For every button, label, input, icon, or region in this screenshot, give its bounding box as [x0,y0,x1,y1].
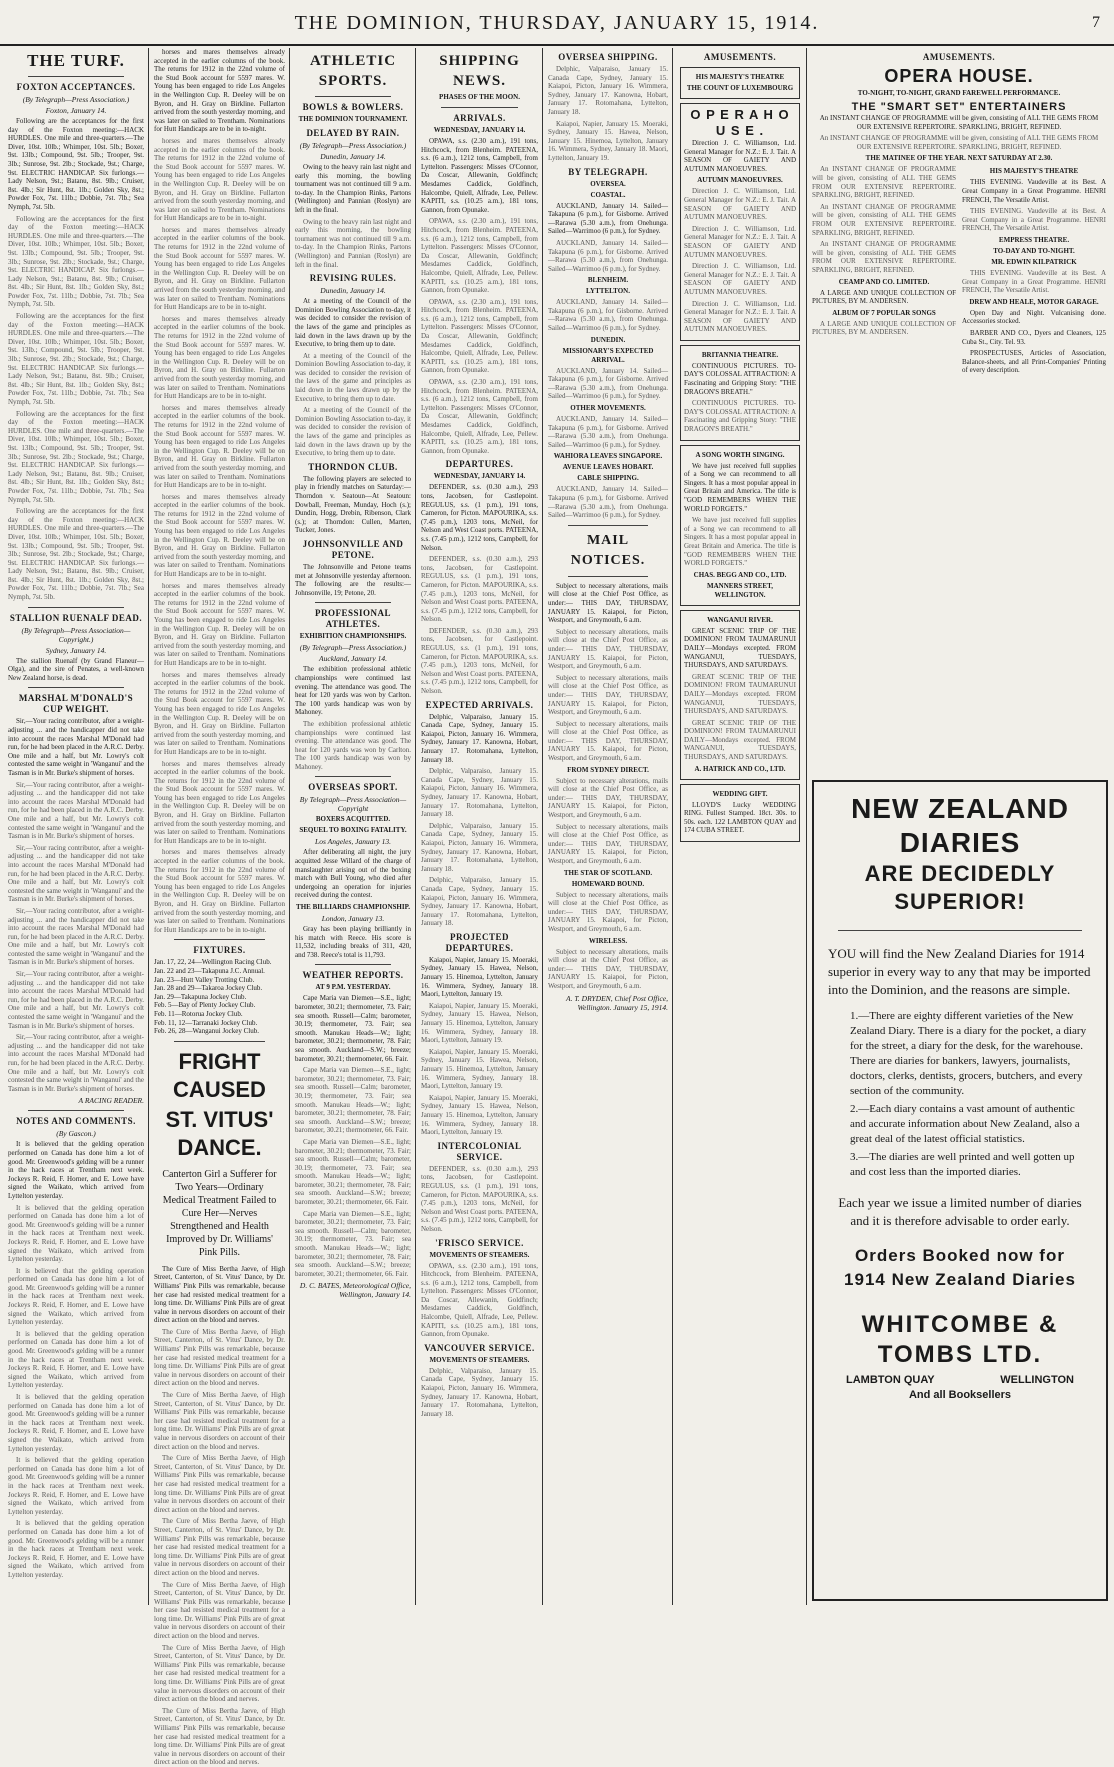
ad-text: The Cure of Miss Bertha Jaeve, of High Street, Canterton, of St. Vitus' Dance, by Dr. Williams' Pink Pills was remarkable, because her case had resisted medical treatment for a long time. Dr. Williams' Pink Pills are of great value in nervous disorders on account of their direct action on the blood and nerves. [154,1327,285,1388]
article-text: The stallion Ruenalf (by Grand Flaneur—Olga), and the sire of Penates, a well-known New Zealand horse, is dead. [8,656,144,682]
article-heading: STALLION RUENALF DEAD. [9,612,143,623]
article-text: Following are the acceptances for the first day of the Foxton meeting:—HACK HURDLES. One mile and three-quarters.—The Diver, 10st. 10lb.; Whimper, 10st. 5lb.; Boxer, 9st. 13lb.; Compound, 9st. 5lb.; Trooper, 9st. 3lb.; Sunrose, 9st. 2lb.; Stockade, 9st.; Charge, 9st. ELECTRIC HANDICAP. Six furlongs.—Lady Nelson, 9st.; Batanu, 8st. 9lb.; Cruiser, 8st. 4lb.; Sir Hunt, 8st. 1lb.; Golden Sky, 8st.; Powder Fox, 7st. 11lb.; Dobbie, 7st. 7lb.; Sea Nymph, 7st. 5lb. [8,214,144,309]
article-text: Delphic, Valparaiso, January 15. Canada Cape, Sydney, January 15. Kaiapoi, Picton, January 16. Wimmera, Sydney, January 17. Kanowna, Hobart, January 17. Rotomahana, Lyttelton, January 18. [421,821,538,873]
divider [174,939,265,940]
article-subheading: BOXERS ACQUITTED. [315,815,391,824]
ad-headline: MR. EDWIN KILPATRICK [991,257,1077,266]
list-item: 1.—There are eighty different varieties of the New Zealand Diary. There is a diary for the pocket, a diary for the street, a diary for the desk, for the warehouse. There are diaries for bankers, lawyers, journalists, doctors, clerks, dentists, grocers, butchers, and every section of the community. [850,1010,1087,1097]
ad-headline: O P E R A H O U S E . [690,107,790,138]
article-text: Sir,—Your racing contributor, after a weight-adjusting ... and the handicapper did not take into account the races Marshal M'Donald had run, for he had been placed in the A.R.C. Derby. One mile and a half, but Mr. Lowry's colt contested the same weight in 'Wanganui' and the Tasman is in Mr. Burke's shipment of horses. [8,780,144,841]
signature: D. C. BATES, Meteorological Office, Wellington, January 14. [299,1281,411,1300]
byline: (By Telegraph—Press Association.) [22,95,130,104]
ad-text: The Cure of Miss Bertha Jaeve, of High Street, Canterton, of St. Vitus' Dance, by Dr. Williams' Pink Pills was remarkable, because her case had resisted medical treatment for a long time. Dr. Williams' Pink Pills are of great value in nervous disorders on account of their direct action on the blood and nerves. [154,1517,285,1577]
ad-text: We have just received full supplies of a Song we can recommend to all Singers. It has a most popular appeal in Great Britain and America. The title is "GOD REMEMBERS WHEN THE WORLD FORGETS." [684,516,796,568]
ad-text: CONTINUOUS PICTURES. TO-DAY'S COLOSSAL ATTRACTION: A Fascinating and Gripping Story: "THE DRAGON'S BREATH." [684,361,796,396]
article-heading: INTERCOLONIAL SERVICE. [437,1140,522,1162]
article-heading: NOTES AND COMMENTS. [16,1116,136,1127]
article-text: Subject to necessary alterations, mails will close at the Chief Post Office, as under:— THIS DAY, THURSDAY, JANUARY 15. Kaiapoi, for Picton, Westport, and Greymouth, 6 a.m. [548,776,668,820]
article-text: horses and mares themselves already accepted in the earlier columns of the book. The returns for 1912 in the 22nd volume of the Stud Book account for 5597 mares. W. Young has been engaged to ride Los Angeles in the Wellington Cup. R. Deeley will be on Byron, and H. Gray on Birkline. Fullarton arrived from the south yesterday morning, and was later on sailed to Trentham. Nominations for Hutt Handicaps are to be in to-night. [154,670,285,756]
page-number: 7 [1092,14,1100,31]
list-item: Feb. 11—Rotorua Jockey Club. [154,1009,243,1018]
ad-text: The Cure of Miss Bertha Jaeve, of High Street, Canterton, of St. Vitus' Dance, by Dr. Williams' Pink Pills was remarkable, because her case had resisted medical treatment for a long time. Dr. Williams' Pink Pills are of great value in nervous disorders on account of their direct action on the blood and nerves. [154,1391,285,1451]
article-text: Delphic, Valparaiso, January 15. Canada Cape, Sydney, January 15. Kaiapoi, Picton, January 16. Wimmera, Sydney, January 17. Kanowna, Hobart, January 17. Rotomahana, Lyttelton, January 18. [421,1366,538,1418]
ad-headline: ST. VITUS' DANCE. [165,1106,274,1160]
article-heading: OVERSEA SHIPPING. [558,52,658,62]
divider [568,576,648,577]
article-subheading: BLENHEIM. [587,276,629,285]
section-heading: SHIPPING NEWS. [439,53,520,89]
divider [28,607,124,608]
article-text: Sir,—Your racing contributor, after a weight-adjusting ... and the handicapper did not take into account the races Marshal M'Donald had run, for he had been placed in the A.R.C. Derby. One mile and a half, but Mr. Lowry's colt contested the same weight in 'Wanganui' and the Tasman is in Mr. Burke's shipment of horses. [8,906,144,967]
ad-address [846,1376,1074,1385]
article-text: Subject to necessary alterations, mails will close at the Chief Post Office, as under:— THIS DAY, THURSDAY, JANUARY 15. Kaiapoi, for Picton, Westport, and Greymouth, 6 a.m. [548,627,668,671]
ad-column-right [962,165,1106,378]
article-text: AUCKLAND, January 14. Sailed—Takapuna (6 p.m.), for Gisborne. Arrived—Rarawa (5.30 a.m.), from Onehunga. Sailed—Warrimoo (6 p.m.), for Sydney. [548,298,668,333]
article-text: AUCKLAND, January 14. Sailed—Takapuna (6 p.m.), for Gisborne. Arrived—Rarawa (5.30 a.m.), from Onehunga. Sailed—Warrimoo (6 p.m.), for Sydney. [548,366,668,401]
article-text: Delphic, Valparaiso, January 15. Canada Cape, Sydney, January 15. Kaiapoi, Picton, January 16. Wimmera, Sydney, January 17. Kanowna, Hobart, January 17. Rotomahana, Lyttelton, January 18. [421,712,538,764]
ad-text: Each year we issue a limited number of diaries and it is therefore advisable to order early. [838,1195,1082,1228]
article-subheading: MOVEMENTS OF STEAMERS. [429,1250,530,1259]
article-text: Sir,—Your racing contributor, after a weight-adjusting ... and the handicapper did not take into account the races Marshal M'Donald had run, for he had been placed in the A.R.C. Derby. One mile and a half, but Mr. Lowry's colt contested the same weight in 'Wanganui' and the Tasman is in Mr. Burke's shipment of horses. [8,1033,144,1093]
article-subheading: COASTAL. [590,190,626,199]
ad-text: Open Day and Night. Vulcanising done. Accessories stocked. [962,308,1106,326]
section-heading: MAIL NOTICES. [570,532,646,568]
ad-subheadline: THE COUNT OF LUXEMBOURG [686,84,794,92]
column-rule [148,48,149,1605]
ad-headline: WEDDING GIFT. [712,789,768,798]
dateline: Foxton, January 14. [45,106,107,115]
ad-address-right: WELLINGTON [1000,1374,1074,1386]
article-text: Cape Maria van Diemen—S.E., light; barometer, 30.21; thermometer, 73. Fair; sea smooth. Russell—Calm; barometer, 30.19; thermometer, 73. Fair; sea smooth. Manukau Heads—W.; light; barometer, 30.21; thermometer, 78. Fair; sea smooth. Auckland—S.W.; breeze; barometer, 30.21; thermometer, 66. Fair. [295,1066,411,1135]
ad-signature: CHAS. BEGG AND CO., LTD. [693,570,787,579]
article-subheading: HOMEWARD BOUND. [571,879,645,888]
article-text: horses and mares themselves already accepted in the earlier columns of the book. The returns for 1912 in the 22nd volume of the Stud Book account for 5597 mares. W. Young has been engaged to ride Los Angeles in the Wellington Cup. R. Deeley will be on Byron, and H. Gray on Birkline. Fullarton arrived from the south yesterday morning, and was later on sailed to Trentham. Nominations for Hutt Handicaps are to be in to-night. [154,492,285,579]
article-subheading: MOVEMENTS OF STEAMERS. [429,1355,530,1364]
article-text: Sir,—Your racing contributor, after a weight-adjusting ... and the handicapper did not take into account the races Marshal M'Donald had run, for he had been placed in the A.R.C. Derby. One mile and a half, but Mr. Lowry's colt contested the same weight in 'Wanganui' and the Tasman is in Mr. Burke's shipment of horses. [8,970,144,1030]
ad-text: An INSTANT CHANGE OF PROGRAMME will be given, consisting of ALL THE GEMS FROM OUR EXTENSIVE REPERTOIRE. SPARKLING, BRIGHT, REFINED. [812,165,956,200]
column-athletic-sports [291,48,415,1605]
article-text: DEFENDER, s.s. (0.30 a.m.), 293 tons, Jacobsen, for Castlepoint. REGULUS, s.s. (1 p.m.), 191 tons, Cameron, for Picton. MAPOURIKA, s.s. (7.45 p.m.), 1203 tons, McNeil, for Nelson and West Coast ports. PATEENA, s.s. (7.45 p.m.), 1212 tons, Campbell, for Nelson. [421,483,538,552]
byline: (By Gascon.) [56,1129,96,1139]
article-subheading: MISSIONARY'S EXPECTED ARRIVAL. [562,346,654,364]
signature: A RACING READER. [78,1096,144,1106]
ad-text: THIS EVENING. Vaudeville at its Best. A Great Company in a Great Programme. HENRI FRENCH, The Versatile Artist. [962,268,1106,295]
article-heading: REVISING RULES. [309,273,397,284]
article-text: Owing to the heavy rain last night and early this morning, the bowling tournament was not continued till 9 a.m. to-day. In the Champion Rinks, Partons (Wellington) and Pannian (Roslyn) are left in the final. [295,217,411,269]
article-text: horses and mares themselves already accepted in the earlier columns of the book. The returns for 1912 in the 22nd volume of the Stud Book account for 5597 mares. W. Young has been engaged to ride Los Angeles in the Wellington Cup. R. Deeley will be on Byron, and H. Gray on Birkline. Fullarton arrived from the south yesterday morning, and was later on sailed to Trentham. Nominations for Hutt Handicaps are to be in to-night. [154,136,285,223]
ad-company-name: WHITCOMBE & TOMBS LTD. [861,1311,1059,1368]
article-heading: VANCOUVER SERVICE. [424,1342,535,1353]
column-rule [415,48,416,1605]
article-heading: OVERSEAS SPORT. [308,782,398,793]
list-item: Jan. 29—Takapuna Jockey Club. [154,992,247,1001]
masthead [0,0,1114,46]
ad-headline: CEAMP AND CO. LIMITED. [838,277,930,286]
ad-subheadline: AUTUMN MANOEUVRES. [697,176,783,185]
column-rule [806,48,807,1605]
ad-text: LLOYD'S Lucky WEDDING RING. Fullest Stamped. 18ct. 30s. to 50s. each. 122 LAMBTON QUAY and 174 CUBA STREET. [684,800,796,835]
byline: (By Telegraph—Press Association—Copyright.) [21,625,131,644]
ad-intro: YOU will find the New Zealand Diaries for 1914 superior in every way to any that may be imported into the Dominion, and the reasons are simple. [828,946,1091,997]
article-text: Subject to necessary alterations, mails will close at the Chief Post Office, as under:— THIS DAY, THURSDAY, JANUARY 15. Kaiapoi, for Picton, Westport, and Greymouth, 6 a.m. [548,947,668,990]
signature: A. T. DRYDEN, Chief Post Office, Wellington. January 15, 1914. [565,993,668,1012]
section-heading: AMUSEMENTS. [922,52,996,62]
section-heading: ATHLETIC SPORTS. [309,53,397,89]
article-text: It is believed that the gelding operation performed on Canada has done him a lot of good. Mr. Greenwood's gelding will be a runner in the hack races at Trentham next week. Jockeys R. Reid, F. Horner, and E. Lowe have signed the Waikato, which arrived from Lyttelton yesterday. [8,1140,144,1200]
fixtures-list [154,958,285,1035]
ad-footer: And all Booksellers [908,1388,1012,1401]
wanganui-river-ad [680,610,800,780]
article-text: Following are the acceptances for the first day of the Foxton meeting:—HACK HURDLES. One mile and three-quarters.—The Diver, 10st. 10lb.; Whimper, 10st. 5lb.; Boxer, 9st. 13lb.; Compound, 9st. 5lb.; Trooper, 9st. 3lb.; Sunrose, 9st. 2lb.; Stockade, 9st.; Charge, 9st. ELECTRIC HANDICAP. Six furlongs.—Lady Nelson, 9st.; Batanu, 8st. 9lb.; Cruiser, 8st. 4lb.; Sir Hunt, 8st. 1lb.; Golden Sky, 8st.; Powder Fox, 7st. 11lb.; Dobbie, 7st. 7lb.; Sea Nymph, 7st. 5lb. [8,507,144,602]
article-subheading: LYTTELTON. [586,287,630,296]
column-shipping-mails [544,48,672,1605]
ad-text: Direction J. C. Williamson, Ltd. General Manager for N.Z.: E. J. Tait. A SEASON OF GAIETY AND AUTUMN MANOEUVRES. [684,262,796,296]
article-subheading: DUNEDIN. [590,335,626,344]
ad-text: The Cure of Miss Bertha Jaeve, of High Street, Canterton, of St. Vitus' Dance, by Dr. Williams' Pink Pills was remarkable, because her case had resisted medical treatment for a long time. Dr. Williams' Pink Pills are of great value in nervous disorders on account of their direct action on the blood and nerves. [154,1454,285,1514]
article-subheading: EXHIBITION CHAMPIONSHIPS. [299,632,407,641]
nz-diaries-ad [812,780,1108,1601]
newspaper-title: THE DOMINION, THURSDAY, JANUARY 15, 1914. [294,12,820,34]
ad-text: An INSTANT CHANGE OF PROGRAMME will be given, consisting of ALL THE GEMS FROM OUR EXTENSIVE REPERTOIRE. SPARKLING, BRIGHT, REFINED. [812,240,956,274]
article-text: Delphic, Valparaiso, January 15. Canada Cape, Sydney, January 15. Kaiapoi, Picton, January 16. Wimmera, Sydney, January 17. Kanowna, Hobart, January 17. Rotomahana, Lyttelton, January 18. [548,65,668,116]
ad-text: CONTINUOUS PICTURES. TO-DAY'S COLOSSAL ATTRACTION: A Fascinating and Gripping Story: "THE DRAGON'S BREATH." [684,399,796,434]
section-heading: THE TURF. [27,51,125,70]
article-subheading: CABLE SHIPPING. [577,474,639,483]
article-text: Cape Maria van Diemen—S.E., light; barometer, 30.21; thermometer, 73. Fair; sea smooth. Russell—Calm; barometer, 30.19; thermometer, 73. Fair; sea smooth. Manukau Heads—W.; light; barometer, 30.21; thermometer, 78. Fair; sea smooth. Auckland—S.W.; breeze; barometer, 30.21; thermometer, 66. Fair. [295,1209,411,1278]
ad-headline: THE "SMART SET" ENTERTAINERS [851,101,1067,113]
article-text: AUCKLAND, January 14. Sailed—Takapuna (6 p.m.), for Gisborne. Arrived—Rarawa (5.30 a.m.), from Onehunga. Sailed—Warrimoo (6 p.m.), for Sydney. [548,485,668,520]
ad-subheadline: TO-DAY AND TO-NIGHT. [993,246,1075,255]
column-rule [542,48,543,1605]
list-item: Feb. 11, 12—Tarranaki Jockey Club. [154,1018,258,1027]
article-text: AUCKLAND, January 14. Sailed—Takapuna (6 p.m.), for Gisborne. Arrived—Rarawa (5.30 a.m.), from Onehunga. Sailed—Warrimoo (6 p.m.), for Sydney. [548,238,668,273]
article-text: Following are the acceptances for the first day of the Foxton meeting:—HACK HURDLES. One mile and three-quarters.—The Diver, 10st. 10lb.; Whimper, 10st. 5lb.; Boxer, 9st. 13lb.; Compound, 9st. 5lb.; Trooper, 9st. 3lb.; Sunrose, 9st. 2lb.; Stockade, 9st.; Charge, 9st. ELECTRIC HANDICAP. Six furlongs.—Lady Nelson, 9st.; Batanu, 8st. 9lb.; Cruiser, 8st. 4lb.; Sir Hunt, 8st. 1lb.; Golden Sky, 8st.; Powder Fox, 7st. 11lb.; Dobbie, 7st. 7lb.; Sea Nymph, 7st. 5lb. [8,312,144,406]
article-text: It is believed that the gelding operation performed on Canada has done him a lot of good. Mr. Greenwood's gelding will be a runner in the hack races at Trentham next week. Jockeys R. Reid, F. Horner, and E. Lowe have signed the Waikato, which arrived from Lyttelton yesterday. [8,1519,144,1579]
article-text: DEFENDER, s.s. (0.30 a.m.), 293 tons, Jacobsen, for Castlepoint. REGULUS, s.s. (1 p.m.), 191 tons, Cameron, for Picton. MAPOURIKA, s.s. (7.45 p.m.), 1203 tons, McNeil, for Nelson and West Coast ports. PATEENA, s.s. (7.45 p.m.), 1212 tons, Campbell, for Nelson. [421,1164,538,1233]
divider [315,602,391,603]
ad-address-left: LAMBTON QUAY [846,1374,935,1386]
byline: By Telegraph—Press Association—Copyright [299,795,407,814]
list-item: Jan. 17, 22, 24—Wellington Racing Club. [154,958,272,967]
ad-headline: HIS MAJESTY'S THEATRE [989,167,1079,176]
theatre-ad [680,67,800,99]
divider [28,1110,124,1111]
divider [315,96,391,97]
ad-text: The Cure of Miss Bertha Jaeve, of High Street, Canterton, of St. Vitus' Dance, by Dr. Williams' Pink Pills was remarkable, because her case had resisted medical treatment for a long time. Dr. Williams' Pink Pills are of great value in nervous disorders on account of their direct action on the blood and nerves. [154,1643,285,1704]
song-ad [680,445,800,606]
list-item: Feb. 5—Bay of Plenty Jockey Club. [154,1001,256,1010]
divider [441,107,518,108]
article-subheading: WAHIORA LEAVES SINGAPORE. [553,452,663,461]
article-text: OPAWA, s.s. (2.30 a.m.), 191 tons, Hitchcock, from Blenheim. PATEENA, s.s. (6 a.m.), 1212 tons, Campbell, from Lyttelton. Passengers: Misses O'Connor, Da Coscar, Allewanin, Goldfinch; Mesdames Caddick, Goldfinch, Halcombe, Quiell, Alfrade, Lee, Pellew. KAPITI, s.s. (10.25 a.m.), 181 tons, Gannon, from Opunake. [421,297,538,375]
article-subheading: THE STAR OF SCOTLAND. [563,868,653,877]
article-heading: JOHNSONVILLE AND PETONE. [302,538,404,560]
dateline: London, January 13. [321,914,385,924]
article-text: After deliberating all night, the jury acquitted Jesse Willard of the charge of manslaughter arising out of the boxing match with Bull Young, who died after undergoing an operation for injuries received during the contest. [295,848,411,900]
article-subheading: WIRELESS. [588,936,628,945]
ad-text: Direction J. C. Williamson, Ltd. General Manager for N.Z.: E. J. Tait. A SEASON OF GAIETY AND AUTUMN MANOEUVRES. [684,224,796,259]
ad-column-left [812,165,956,378]
ad-text: Direction J. C. Williamson, Ltd. General Manager for N.Z.: E. J. Tait. A SEASON OF GAIETY AND AUTUMN MANOEUVRES. [684,139,796,173]
ad-headline: HIS MAJESTY'S THEATRE [695,73,785,81]
ad-text: An INSTANT CHANGE OF PROGRAMME will be given, consisting of ALL THE GEMS FROM OUR EXTENSIVE REPERTOIRE. SPARKLING, BRIGHT, REFINED. [812,202,956,237]
article-subheading: OVERSEA. [590,179,626,188]
ad-headline: NEW ZEALAND DIARIES [851,793,1069,858]
britannia-theatre-ad [680,345,800,441]
article-subheading: DELAYED BY RAIN. [306,128,400,138]
article-text: The following players are selected to play in friendly matches on Saturday:—Thorndon v. Seatoun—At Seatoun: Dowball, Freeman, Munday, Hoch (s.); Dundin, Hogg, Drebin, Ribenson, Clark (s.); at Thorndon: Cullen, Marten, Tucker, Jones. [295,474,411,535]
ad-text: Direction J. C. Williamson, Ltd. General Manager for N.Z.: E. J. Tait. A SEASON OF GAIETY AND AUTUMN MANOEUVRES. [684,187,796,222]
article-text: Subject to necessary alterations, mails will close at the Chief Post Office, as under:— THIS DAY, THURSDAY, JANUARY 15. Kaiapoi, for Picton, Westport, and Greymouth, 6 a.m. [548,890,668,933]
list-item: 2.—Each diary contains a vast amount of authentic and accurate information about New Zealand, also a great deal of the latest official statistics. [850,1103,1080,1145]
article-text: AUCKLAND, January 14. Sailed—Takapuna (6 p.m.), for Gisborne. Arrived—Rarawa (5.30 a.m.), from Onehunga. Sailed—Warrimoo (6 p.m.), for Sydney. [548,415,668,449]
ad-subheadline: THE MATINEE OF THE YEAR. NEXT SATURDAY AT 2.30. [865,154,1053,163]
article-text: DEFENDER, s.s. (0.30 a.m.), 293 tons, Jacobsen, for Castlepoint. REGULUS, s.s. (1 p.m.), 191 tons, Cameron, for Picton. MAPOURIKA, s.s. (7.45 p.m.), 1203 tons, McNeil, for Nelson and West Coast ports. PATEENA, s.s. (7.45 p.m.), 1212 tons, Campbell, for Nelson. [421,626,538,696]
ad-headline: BRITANNIA THEATRE. [701,350,779,359]
article-heading: EXPECTED ARRIVALS. [425,699,534,710]
divider [838,930,1082,931]
article-text: Gray has been playing brilliantly in his match with Reece. His score is 11,532, including breaks of 311, 420, and 738. Reece's total is 11,793. [295,925,411,959]
article-text: OPAWA, s.s. (2.30 a.m.), 191 tons, Hitchcock, from Blenheim. PATEENA, s.s. (6 a.m.), 1212 tons, Campbell, from Lyttelton. Passengers: Misses O'Connor, Da Coscar, Allewanin, Goldfinch; Mesdames Caddick, Goldfinch, Halcombe, Quiell, Alfrade, Lee, Pellew. KAPITI, s.s. (10.25 a.m.), 181 tons, Gannon, from Opunake. [421,137,538,214]
ad-headline: WANGANUI RIVER. [707,615,773,624]
ad-text: Direction J. C. Williamson, Ltd. General Manager for N.Z.: E. J. Tait. A SEASON OF GAIETY AND AUTUMN MANOEUVRES. [684,299,796,334]
column-rule [289,48,290,1605]
list-item: Jan. 22 and 23—Takapuna J.C. Annual. [154,966,265,975]
article-text: Following are the acceptances for the first day of the Foxton meeting:—HACK HURDLES. One mile and three-quarters.—The Diver, 10st. 10lb.; Whimper, 10st. 5lb.; Boxer, 9st. 13lb.; Compound, 9st. 5lb.; Trooper, 9st. 3lb.; Sunrose, 9st. 2lb.; Stockade, 9st.; Charge, 9st. ELECTRIC HANDICAP. Six furlongs.—Lady Nelson, 9st.; Batanu, 8st. 9lb.; Cruiser, 8st. 4lb.; Sir Hunt, 8st. 1lb.; Golden Sky, 8st.; Powder Fox, 7st. 11lb.; Dobbie, 7st. 7lb.; Sea Nymph, 7st. 5lb. [8,117,144,211]
column-rule [672,48,673,1605]
article-text: Cape Maria van Diemen—S.E., light; barometer, 30.21; thermometer, 73. Fair; sea smooth. Russell—Calm; barometer, 30.19; thermometer, 73. Fair; sea smooth. Manukau Heads—W.; light; barometer, 30.21; thermometer, 78. Fair; sea smooth. Auckland—S.W.; breeze; barometer, 30.21; thermometer, 66. Fair. [295,994,411,1063]
article-subheading: THE BILLIARDS CHAMPIONSHIP. [296,903,410,912]
ad-subheadline: TO-NIGHT, TO-NIGHT, GRAND FAREWELL PERFORMANCE. [857,89,1061,97]
article-text: The Johnsonville and Petone teams met at Johnsonville yesterday afternoon. The following are the results:—Johnsonville, 19; Petone, 20. [295,562,411,597]
article-text: Kaiapoi, Napier, January 15. Moeraki, Sydney, January 15. Hawea, Nelson, January 15. Hinemoa, Lyttelton, January 16. Wimmera, Sydney, January 18. Maori, Lyttelton, January 19. [548,119,668,162]
article-text: Subject to necessary alterations, mails will close at the Chief Post Office, as under:— THIS DAY, THURSDAY, JANUARY 15. Kaiapoi, for Picton, Westport, and Greymouth, 6 a.m. [548,673,668,717]
ad-headline: A SONG WORTH SINGING. [695,450,785,459]
divider [568,525,648,526]
article-text: At a meeting of the Council of the Dominion Bowling Association to-day, it was decided to consider the revision of the laws of the game and principles as laid down in the laws drawn up by the Executive, to bring them up to date. [295,406,411,458]
ad-signature: MANNERS STREET, WELLINGTON. [707,581,773,599]
article-text: OPAWA, s.s. (2.30 a.m.), 191 tons, Hitchcock, from Blenheim. PATEENA, s.s. (6 a.m.), 1212 tons, Campbell, from Lyttelton. Passengers: Misses O'Connor, Da Coscar, Allewanin, Goldfinch; Mesdames Caddick, Goldfinch, Halcombe, Quiell, Alfrade, Lee, Pellew. KAPITI, s.s. (10.25 a.m.), 181 tons, Gannon, from Opunake. [421,217,538,295]
dateline: Dunedin, January 14. [320,286,386,296]
article-text: Kaiapoi, Napier, January 15. Moeraki, Sydney, January 15. Hawea, Nelson, January 15. Hinemoa, Lyttelton, January 16. Wimmera, Sydney, January 18. Maori, Lyttelton, January 19. [421,1093,538,1137]
article-text: AUCKLAND, January 14. Sailed—Takapuna (6 p.m.), for Gisborne. Arrived—Rarawa (5.30 a.m.), from Onehunga. Sailed—Warrimoo (6 p.m.), for Sydney. [548,201,668,236]
article-text: It is believed that the gelding operation performed on Canada has done him a lot of good. Mr. Greenwood's gelding will be a runner in the hack races at Trentham next week. Jockeys R. Reid, F. Horner, and E. Lowe have signed the Waikato, which arrived from Lyttelton yesterday. [8,1456,144,1516]
article-text: horses and mares themselves already accepted in the earlier columns of the book. The returns for 1912 in the 22nd volume of the Stud Book account for 5597 mares. W. Young has been engaged to ride Los Angeles in the Wellington Cup. R. Deeley will be on Byron, and H. Gray on Birkline. Fullarton arrived from the south yesterday morning, and was later on sailed to Trentham. Nominations for Hutt Handicaps are to be in to-night. [154,48,285,134]
ad-text: The Cure of Miss Bertha Jaeve, of High Street, Canterton, of St. Vitus' Dance, by Dr. Williams' Pink Pills was remarkable, because her case had resisted medical treatment for a long time. Dr. Williams' Pink Pills are of great value in nervous disorders on account of their direct action on the blood and nerves. [154,1264,285,1325]
article-subheading: FROM SYDNEY DIRECT. [567,765,649,774]
divider [174,1041,265,1042]
article-text: Delphic, Valparaiso, January 15. Canada Cape, Sydney, January 15. Kaiapoi, Picton, January 16. Wimmera, Sydney, January 17. Kanowna, Hobart, January 17. Rotomahana, Lyttelton, January 18. [421,767,538,819]
article-subheading: OTHER MOVEMENTS. [570,404,646,413]
ad-signature: A. HATRICK AND CO., LTD. [694,764,786,773]
ad-order-line: Orders Booked now for 1914 New Zealand Diaries [844,1246,1076,1289]
ad-text: The Cure of Miss Bertha Jaeve, of High Street, Canterton, of St. Vitus' Dance, by Dr. Williams' Pink Pills was remarkable, because her case had resisted medical treatment for a long time. Dr. Williams' Pink Pills are of great value in nervous disorders on account of their direct action on the blood and nerves. [154,1706,285,1767]
ad-headline: DREW AND HEALE, MOTOR GARAGE. [969,297,1099,306]
article-subheading: AVENUE LEAVES HOBART. [562,463,654,472]
ad-text: GREAT SCENIC TRIP OF THE DOMINION! FROM TAUMARUNUI DAILY—Mondays excepted. FROM WANGANUI, TUESDAYS, THURSDAYS, AND SATURDAYS. [684,718,796,762]
article-heading: PROJECTED DEPARTURES. [445,931,514,953]
wedding-ring-ad [680,784,800,842]
divider [315,776,391,777]
ad-headline: OPERA HOUSE. [884,66,1034,86]
article-subheading: SEQUEL TO BOXING FATALITY. [299,826,407,835]
ad-headline: ARE DECIDEDLY SUPERIOR! [864,861,1056,914]
article-heading: WEATHER REPORTS. [302,970,404,981]
article-heading: THORNDON CLUB. [308,461,398,472]
column-amusements-right [808,48,1110,771]
article-text: horses and mares themselves already accepted in the earlier columns of the book. The returns for 1912 in the 22nd volume of the Stud Book account for 5597 mares. W. Young has been engaged to ride Los Angeles in the Wellington Cup. R. Deeley will be on Byron, and H. Gray on Birkline. Fullarton arrived from the south yesterday morning, and was later on sailed to Trentham. Nominations for Hutt Handicaps are to be in to-night. [154,403,285,490]
section-heading: AMUSEMENTS. [703,52,777,62]
divider [28,76,124,77]
article-text: At a meeting of the Council of the Dominion Bowling Association to-day, it was decided to consider the revision of the laws of the game and principles as laid down in the laws drawn up by the Executive, to bring them up to date. [295,297,411,349]
dateline: WEDNESDAY, JANUARY 14. [433,472,526,481]
column-amusements [674,48,806,1605]
article-text: It is believed that the gelding operation performed on Canada has done him a lot of good. Mr. Greenwood's gelding will be a runner in the hack races at Trentham next week. Jockeys R. Reid, F. Horner, and E. Lowe have signed the Waikato, which arrived from Lyttelton yesterday. [8,1393,144,1453]
ad-text: An INSTANT CHANGE OF PROGRAMME will be given, consisting of ALL THE GEMS FROM OUR EXTENSIVE REPERTOIRE. SPARKLING, BRIGHT, REFINED. [819,114,1099,131]
article-heading: MARSHAL M'DONALD'S CUP WEIGHT. [18,693,134,715]
column-turf [4,48,148,1605]
article-text: Subject to necessary alterations, mails will close at the Chief Post Office, as under:— THIS DAY, THURSDAY, JANUARY 15. Kaiapoi, for Picton, Westport, and Greymouth, 6 a.m. [548,581,668,625]
list-item: Jan. 28 and 29—Takaroa Jockey Club. [154,984,263,993]
article-text: Delphic, Valparaiso, January 15. Canada Cape, Sydney, January 15. Kaiapoi, Picton, January 16. Wimmera, Sydney, January 17. Kanowna, Hobart, January 17. Rotomahana, Lyttelton, January 18. [421,876,538,928]
ad-text: A LARGE AND UNIQUE COLLECTION OF PICTURES, BY M. ANDERSEN. [812,319,956,337]
list-item: Feb. 26, 28—Wanganui Jockey Club. [154,1027,260,1036]
byline: (By Telegraph—Press Association.) [299,643,407,653]
article-text: It is believed that the gelding operation performed on Canada has done him a lot of good. Mr. Greenwood's gelding will be a runner in the hack races at Trentham next week. Jockeys R. Reid, F. Horner, and E. Lowe have signed the Waikato, which arrived from Lyttelton yesterday. [8,1203,144,1264]
article-text: Kaiapoi, Napier, January 15. Moeraki, Sydney, January 15. Hawea, Nelson, January 15. Hinemoa, Lyttelton, January 16. Wimmera, Sydney, January 18. Maori, Lyttelton, January 19. [421,1001,538,1045]
article-text: It is believed that the gelding operation performed on Canada has done him a lot of good. Mr. Greenwood's gelding will be a runner in the hack races at Trentham next week. Jockeys R. Reid, F. Horner, and E. Lowe have signed the Waikato, which arrived from Lyttelton yesterday. [8,1329,144,1390]
dateline: WEDNESDAY, JANUARY 14. [433,126,526,134]
dateline: Sydney, January 14. [45,645,107,655]
article-text: It is believed that the gelding operation performed on Canada has done him a lot of good. Mr. Greenwood's gelding will be a runner in the hack races at Trentham next week. Jockeys R. Reid, F. Horner, and E. Lowe have signed the Waikato, which arrived from Lyttelton yesterday. [8,1266,144,1327]
article-text: horses and mares themselves already accepted in the earlier columns of the book. The returns for 1912 in the 22nd volume of the Stud Book account for 5597 mares. W. Young has been engaged to ride Los Angeles in the Wellington Cup. R. Deeley will be on Byron, and H. Gray on Birkline. Fullarton arrived from the south yesterday morning, and was later on sailed to Trentham. Nominations for Hutt Handicaps are to be in to-night. [154,581,285,667]
ad-points [828,1009,1092,1180]
article-text: Following are the acceptances for the first day of the Foxton meeting:—HACK HURDLES. One mile and three-quarters.—The Diver, 10st. 10lb.; Whimper, 10st. 5lb.; Boxer, 9st. 13lb.; Compound, 9st. 5lb.; Trooper, 9st. 3lb.; Sunrose, 9st. 2lb.; Stockade, 9st.; Charge, 9st. ELECTRIC HANDICAP. Six furlongs.—Lady Nelson, 9st.; Batanu, 8st. 9lb.; Cruiser, 8st. 4lb.; Sir Hunt, 8st. 1lb.; Golden Sky, 8st.; Powder Fox, 7st. 11lb.; Dobbie, 7st. 7lb.; Sea Nymph, 7st. 5lb. [8,409,144,504]
list-item: Jan. 23—Hutt Valley Trotting Club. [154,975,255,984]
article-text: Sir,—Your racing contributor, after a weight-adjusting ... and the handicapper did not take into account the races Marshal M'Donald had run, for he had been placed in the A.R.C. Derby. One mile and a half, but Mr. Lowry's colt contested the same weight in 'Wanganui' and the Tasman is in Mr. Burke's shipment of horses. [8,843,144,904]
article-text: horses and mares themselves already accepted in the earlier columns of the book. The returns for 1912 in the 22nd volume of the Stud Book account for 5597 mares. W. Young has been engaged to ride Los Angeles in the Wellington Cup. R. Deeley will be on Byron, and H. Gray on Birkline. Fullarton arrived from the south yesterday morning, and was later on sailed to Trentham. Nominations for Hutt Handicaps are to be in to-night. [154,314,285,401]
article-heading: BOWLS & BOWLERS. [302,102,404,112]
article-heading: FIXTURES. [193,945,246,956]
divider [315,964,391,965]
ad-subheadline: Canterton Girl a Sufferer for Two Years—Ordinary Medical Treatment Failed to Cure Her—Nerves Strengthened and Health Improved by Dr. Williams' Pink Pills. [162,1168,277,1258]
article-heading: DEPARTURES. [445,459,514,470]
article-heading: PROFESSIONAL ATHLETES. [314,608,391,630]
ad-grid [812,165,1106,378]
ad-text: PROSPECTUSES, Articles of Association, Balance-sheets, and all Print-Companies' Printing of every description. [962,349,1106,375]
column-turf-continued [150,48,289,1767]
article-heading: BY TELEGRAPH. [568,166,648,177]
article-text: Subject to necessary alterations, mails will close at the Chief Post Office, as under:— THIS DAY, THURSDAY, JANUARY 15. Kaiapoi, for Picton, Westport, and Greymouth, 6 a.m. [548,822,668,865]
article-text: The exhibition professional athletic championships were continued last evening. The attendance was good. The heat for 120 yards was won by Carlton. The 100 yards handicap was won by Mahoney. [295,719,411,771]
dateline: Los Angeles, January 13. [315,837,391,847]
list-item: 3.—The diaries are well printed and well gotten up and cost less than the imported diaries. [850,1151,1075,1178]
ad-text: GREAT SCENIC TRIP OF THE DOMINION! FROM TAUMARUNUI DAILY—Mondays excepted. FROM WANGANUI, TUESDAYS, THURSDAYS, AND SATURDAYS. [684,626,796,670]
dateline: Dunedin, January 14. [320,152,386,161]
article-text: The exhibition professional athletic championships were continued last evening. The attendance was good. The heat for 120 yards was won by Carlton. The 100 yards handicap was won by Mahoney. [295,665,411,717]
article-subheading: PHASES OF THE MOON. [439,93,520,101]
article-text: DEFENDER, s.s. (0.30 a.m.), 293 tons, Jacobsen, for Castlepoint. REGULUS, s.s. (1 p.m.), 191 tons, Cameron, for Picton. MAPOURIKA, s.s. (7.45 p.m.), 1203 tons, McNeil, for Nelson and West Coast ports. PATEENA, s.s. (7.45 p.m.), 1212 tons, Campbell, for Nelson. [421,555,538,624]
ad-text: GREAT SCENIC TRIP OF THE DOMINION! FROM TAUMARUNUI DAILY—Mondays excepted. FROM WANGANUI, TUESDAYS, THURSDAYS, AND SATURDAYS. [684,672,796,716]
ad-text: An INSTANT CHANGE OF PROGRAMME will be given, consisting of ALL THE GEMS FROM OUR EXTENSIVE REPERTOIRE. SPARKLING, BRIGHT, REFINED. [819,134,1099,151]
article-text: OPAWA, s.s. (2.30 a.m.), 191 tons, Hitchcock, from Blenheim. PATEENA, s.s. (6 a.m.), 1212 tons, Campbell, from Lyttelton. Passengers: Misses O'Connor, Da Coscar, Allewanin, Goldfinch; Mesdames Caddick, Goldfinch, Halcombe, Quiell, Alfrade, Lee, Pellew. KAPITI, s.s. (10.25 a.m.), 181 tons, Gannon, from Opunake. [421,1261,538,1339]
article-heading: FOXTON ACCEPTANCES. [16,82,136,92]
dateline: Auckland, January 14. [319,654,387,664]
article-text: Owing to the heavy rain last night and early this morning, the bowling tournament was not continued till 9 a.m. to-day. In the Champion Rinks, Partons (Wellington) and Pannian (Roslyn) are left in the final. [295,163,411,214]
article-subheading: AT 9 P.M. YESTERDAY. [315,983,391,992]
ad-headline: FRIGHT CAUSED [173,1048,266,1102]
ad-text: We have just received full supplies of a Song we can recommend to all Singers. It has a most popular appeal in Great Britain and America. The title is "GOD REMEMBERS WHEN THE WORLD FORGETS." [684,461,796,513]
ad-text: A LARGE AND UNIQUE COLLECTION OF PICTURES, BY M. ANDERSEN. [812,288,956,306]
article-text: Cape Maria van Diemen—S.E., light; barometer, 30.21; thermometer, 73. Fair; sea smooth. Russell—Calm; barometer, 30.19; thermometer, 73. Fair; sea smooth. Manukau Heads—W.; light; barometer, 30.21; thermometer, 78. Fair; sea smooth. Auckland—S.W.; breeze; barometer, 30.21; thermometer, 66. Fair. [295,1137,411,1207]
article-text: At a meeting of the Council of the Dominion Bowling Association to-day, it was decided to consider the revision of the laws of the game and principles as laid down in the laws drawn up by the Executive, to bring them up to date. [295,351,411,403]
article-text: horses and mares themselves already accepted in the earlier columns of the book. The returns for 1912 in the 22nd volume of the Stud Book account for 5597 mares. W. Young has been engaged to ride Los Angeles in the Wellington Cup. R. Deeley will be on Byron, and H. Gray on Birkline. Fullarton arrived from the south yesterday morning, and was later on sailed to Trentham. Nominations for Hutt Handicaps are to be in to-night. [154,848,285,934]
divider [28,687,124,688]
article-text: horses and mares themselves already accepted in the earlier columns of the book. The returns for 1912 in the 22nd volume of the Stud Book account for 5597 mares. W. Young has been engaged to ride Los Angeles in the Wellington Cup. R. Deeley will be on Byron, and H. Gray on Birkline. Fullarton arrived from the south yesterday morning, and was later on sailed to Trentham. Nominations for Hutt Handicaps are to be in to-night. [154,759,285,845]
ad-text: The Cure of Miss Bertha Jaeve, of High Street, Canterton, of St. Vitus' Dance, by Dr. Williams' Pink Pills was remarkable, because her case had resisted medical treatment for a long time. Dr. Williams' Pink Pills are of great value in nervous disorders on account of their direct action on the blood and nerves. [154,1580,285,1641]
article-text: horses and mares themselves already accepted in the earlier columns of the book. The returns for 1912 in the 22nd volume of the Stud Book account for 5597 mares. W. Young has been engaged to ride Los Angeles in the Wellington Cup. R. Deeley will be on Byron, and H. Gray on Birkline. Fullarton arrived from the south yesterday morning, and was later on sailed to Trentham. Nominations for Hutt Handicaps are to be in to-night. [154,225,285,312]
byline: (By Telegraph—Press Association.) [299,141,407,150]
ad-headline: ALBUM OF 7 POPULAR SONGS [832,308,936,317]
article-text: OPAWA, s.s. (2.30 a.m.), 191 tons, Hitchcock, from Blenheim. PATEENA, s.s. (6 a.m.), 1212 tons, Campbell, from Lyttelton. Passengers: Misses O'Connor, Da Coscar, Allewanin, Goldfinch; Mesdames Caddick, Goldfinch, Halcombe, Quiell, Alfrade, Lee, Pellew. KAPITI, s.s. (10.25 a.m.), 181 tons, Gannon, from Opunake. [421,378,538,455]
ad-text: THIS EVENING. Vaudeville at its Best. A Great Company in a Great Programme. HENRI FRENCH, The Versatile Artist. [962,207,1106,233]
article-subheading: THE DOMINION TOURNAMENT. [298,115,408,123]
ad-headline: EMPRESS THEATRE. [998,235,1070,244]
ad-text: BARBER AND CO., Dyers and Cleaners, 125 Cuba St., City. Tel. 93. [962,328,1106,346]
article-text: Subject to necessary alterations, mails will close at the Chief Post Office, as under:— THIS DAY, THURSDAY, JANUARY 15. Kaiapoi, for Picton, Westport, and Greymouth, 6 a.m. [548,719,668,763]
opera-house-ad [680,103,800,341]
ad-text: THIS EVENING. Vaudeville at its Best. A Great Company in a Great Programme. HENRI FRENCH, The Versatile Artist. [962,178,1106,204]
article-heading: ARRIVALS. [453,113,506,123]
article-text: Kaiapoi, Napier, January 15. Moeraki, Sydney, January 15. Hawea, Nelson, January 15. Hinemoa, Lyttelton, January 16. Wimmera, Sydney, January 18. Maori, Lyttelton, January 19. [421,955,538,999]
article-text: Kaiapoi, Napier, January 15. Moeraki, Sydney, January 15. Hawea, Nelson, January 15. Hinemoa, Lyttelton, January 16. Wimmera, Sydney, January 18. Maori, Lyttelton, January 19. [421,1047,538,1091]
article-text: Sir,—Your racing contributor, after a weight-adjusting ... and the handicapper did not take into account the races Marshal M'Donald had run, for he had been placed in the A.R.C. Derby. One mile and a half, but Mr. Lowry's colt contested the same weight in 'Wanganui' and the Tasman is in Mr. Burke's shipment of horses. [8,717,144,777]
article-heading: 'FRISCO SERVICE. [435,1237,524,1248]
column-shipping-news [417,48,542,1605]
